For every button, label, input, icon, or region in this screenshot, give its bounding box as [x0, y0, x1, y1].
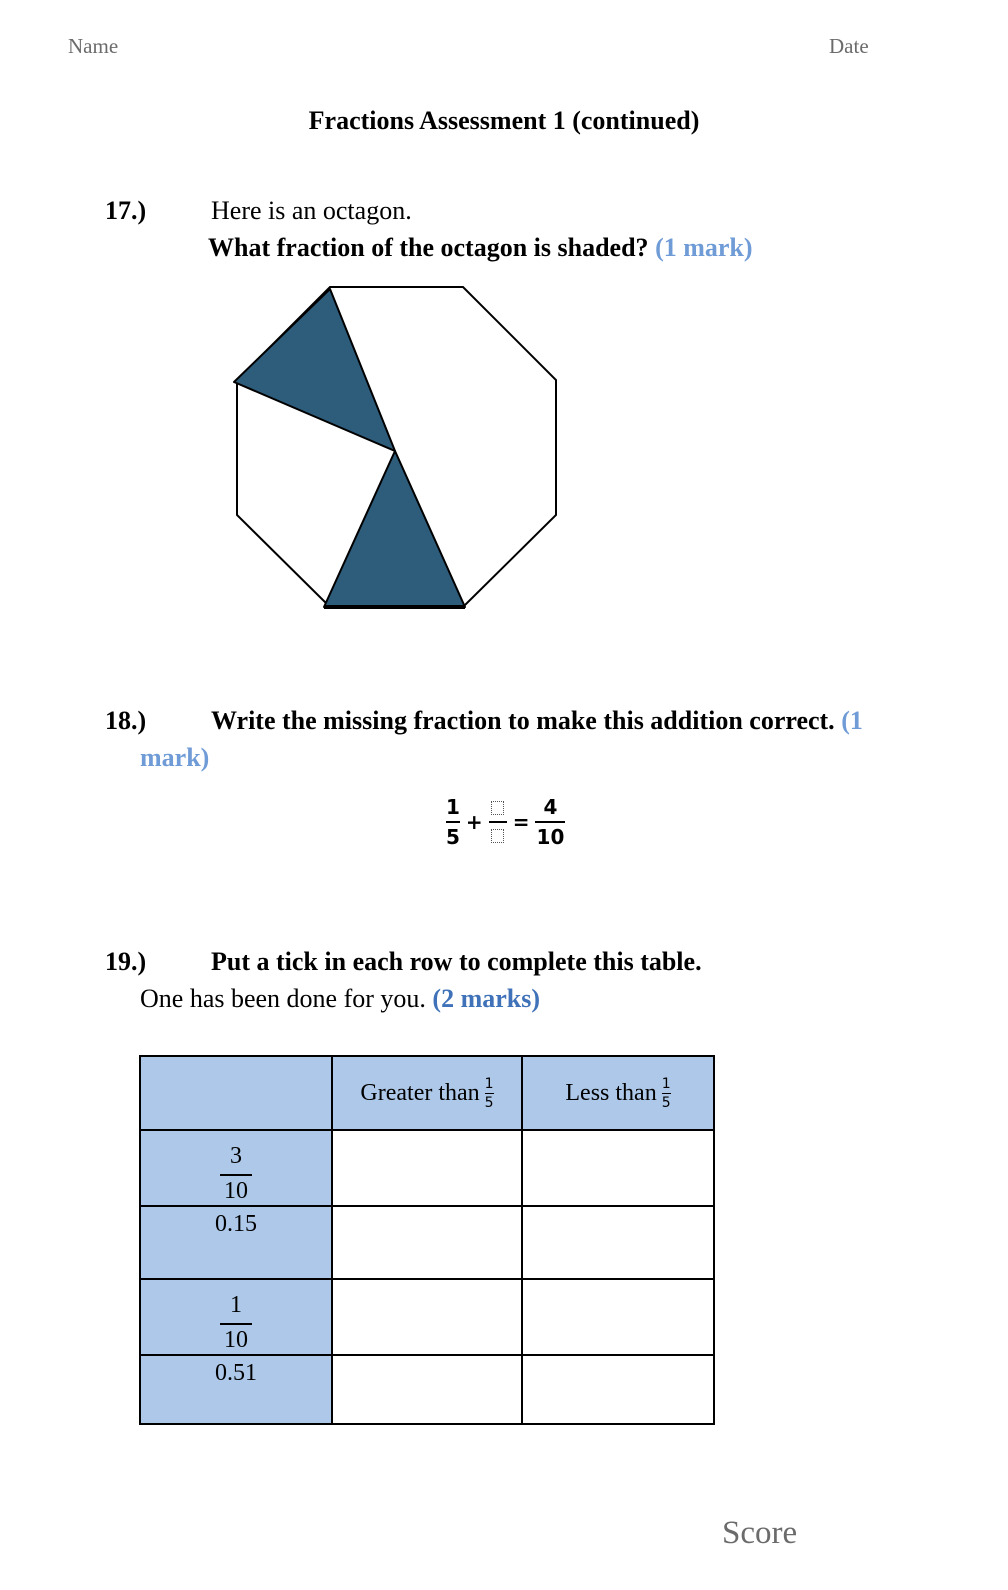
fraction-c-denominator: 10 [536, 825, 565, 849]
missing-numerator-box[interactable] [491, 801, 504, 815]
q18-number: 18.) [105, 706, 147, 735]
table-header-row [140, 1056, 714, 1130]
greater-ref-fraction [485, 1076, 494, 1111]
header-less-than [522, 1056, 714, 1130]
q19-number: 19.) [105, 947, 147, 976]
header-empty-cell [140, 1056, 332, 1130]
tick-cell-greater[interactable] [332, 1206, 522, 1279]
tick-cell-less[interactable] [522, 1206, 714, 1279]
row-label-decimal-051 [140, 1355, 332, 1424]
table-row [140, 1130, 714, 1206]
tick-cell-less[interactable] [522, 1130, 714, 1206]
equals-sign: = [512, 810, 530, 834]
header-greater-than [332, 1056, 522, 1130]
tick-cell-greater[interactable] [332, 1355, 522, 1424]
table-row [140, 1206, 714, 1279]
q19-marks: (2 marks) [432, 984, 541, 1013]
less-ref-denominator: 5 [661, 1094, 671, 1111]
q17-intro: Here is an octagon. [211, 196, 412, 225]
score-label: Score [722, 1515, 798, 1551]
row3-numerator: 1 [230, 1292, 242, 1318]
page-title: Fractions Assessment 1 (continued) [308, 106, 700, 135]
q17-question-line [208, 233, 753, 263]
row4-decimal: 0.51 [215, 1360, 257, 1386]
q19-subtext-line [140, 984, 540, 1014]
row1-denominator: 10 [224, 1178, 248, 1204]
missing-denominator-box[interactable] [491, 829, 504, 843]
fraction-one-fifth [446, 796, 460, 848]
greater-ref-numerator: 1 [484, 1075, 494, 1092]
row-label-one-tenth [140, 1279, 332, 1355]
tick-cell-less[interactable] [522, 1279, 714, 1355]
comparison-table [139, 1055, 715, 1425]
q17-question: What fraction of the octagon is shaded? [208, 233, 649, 262]
name-label: Name [68, 34, 119, 58]
fraction-four-tenths [535, 796, 565, 848]
q17-marks: (1 mark) [655, 233, 753, 262]
row3-denominator: 10 [224, 1327, 248, 1353]
row-label-three-tenths [140, 1130, 332, 1206]
table-row [140, 1355, 714, 1424]
q18-question-line [211, 706, 931, 736]
plus-sign: + [465, 810, 483, 834]
fraction-a-denominator: 5 [446, 825, 460, 849]
tick-cell-less[interactable] [522, 1355, 714, 1424]
greater-than-label: Greater than [360, 1079, 480, 1106]
greater-ref-denominator: 5 [484, 1094, 494, 1111]
addition-equation [446, 796, 565, 848]
tick-cell-greater[interactable] [332, 1279, 522, 1355]
q19-instruction: Put a tick in each row to complete this table. [211, 947, 702, 976]
q18-marks-start: (1 [841, 706, 863, 735]
table-row [140, 1279, 714, 1355]
less-than-label: Less than [565, 1079, 657, 1106]
row1-numerator: 3 [230, 1143, 242, 1169]
tick-cell-greater[interactable] [332, 1130, 522, 1206]
fraction-a-numerator: 1 [446, 795, 460, 819]
fraction-c-numerator: 4 [543, 795, 558, 819]
q18-marks-end: mark) [140, 743, 210, 772]
row2-decimal: 0.15 [215, 1211, 257, 1237]
less-ref-fraction [662, 1076, 671, 1111]
missing-fraction[interactable] [489, 801, 507, 843]
q18-question: Write the missing fraction to make this addition correct. [211, 706, 835, 735]
q19-subtext: One has been done for you. [140, 984, 426, 1013]
octagon-figure [225, 280, 570, 620]
date-label: Date [829, 34, 869, 58]
row-label-decimal-015 [140, 1206, 332, 1279]
q17-number: 17.) [105, 196, 147, 225]
less-ref-numerator: 1 [661, 1075, 671, 1092]
